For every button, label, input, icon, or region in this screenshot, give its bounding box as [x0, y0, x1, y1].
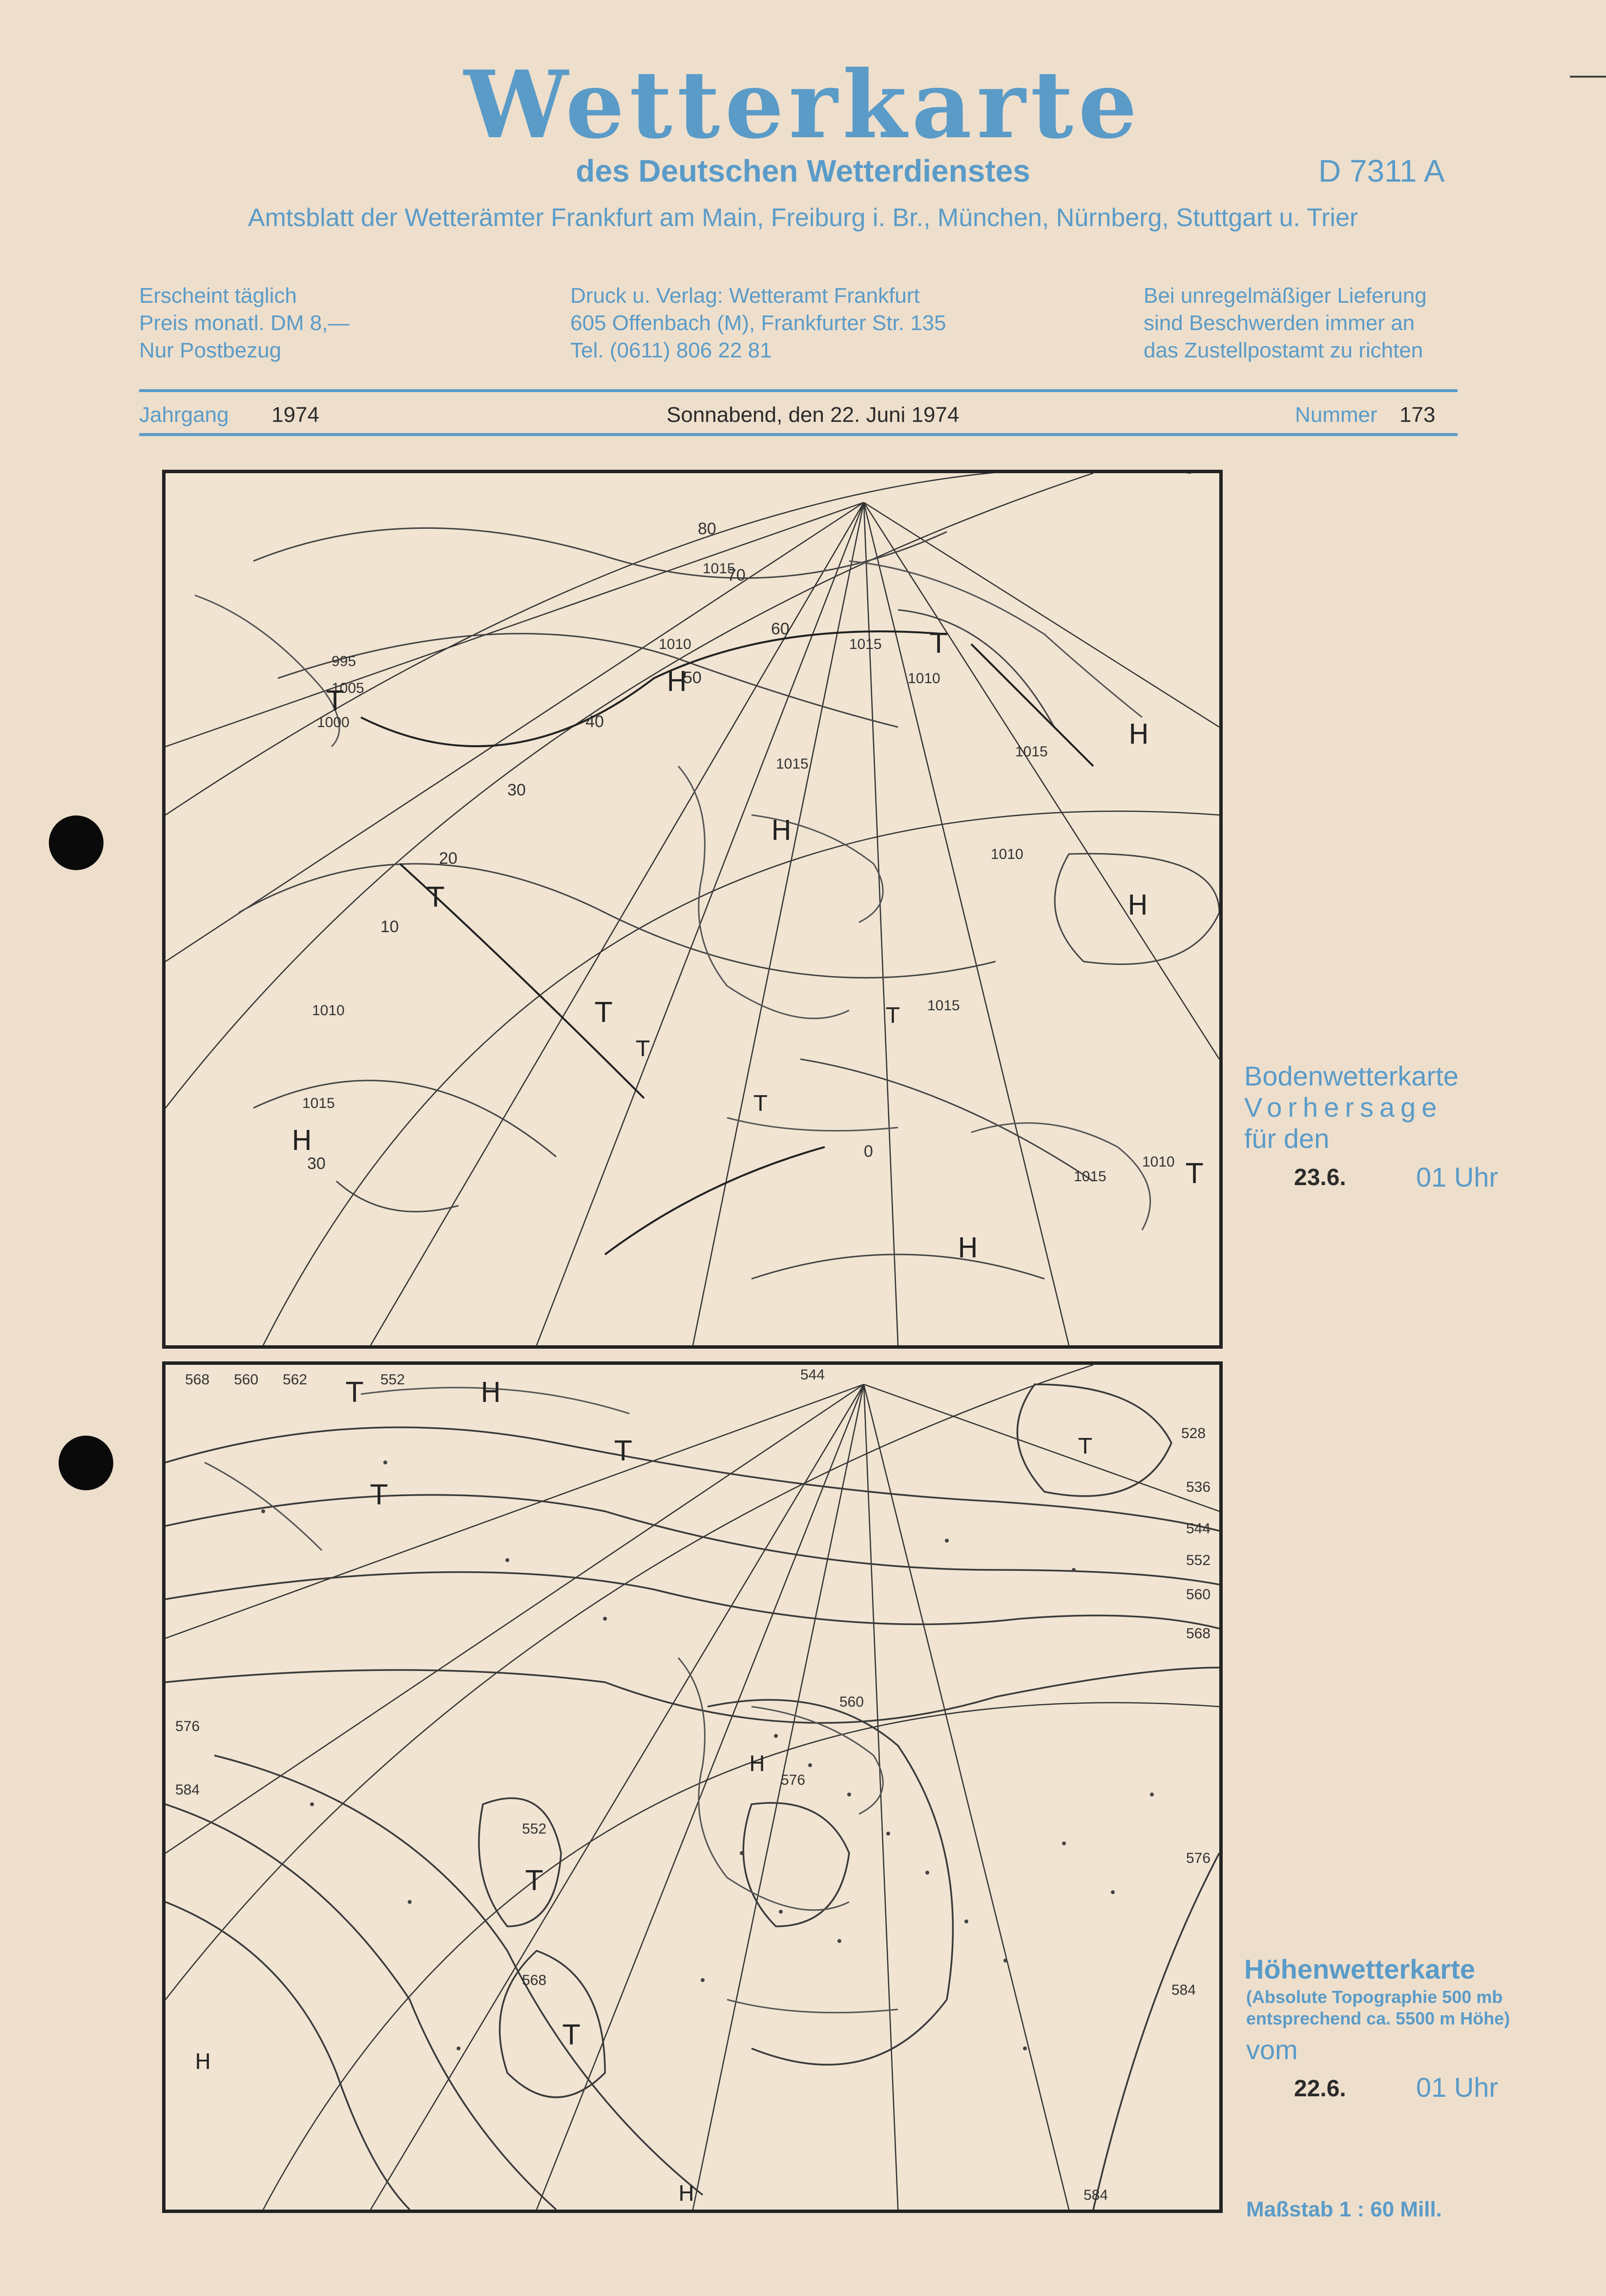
low-pressure-marker: T	[930, 628, 947, 660]
height-label: 544	[800, 1367, 825, 1383]
caption-for: für den	[1244, 1123, 1330, 1154]
height-label: 576	[1186, 1850, 1211, 1866]
isobar-label: 1010	[659, 636, 691, 652]
low-pressure-marker: T	[1186, 1158, 1203, 1190]
lat-label: 50	[683, 668, 702, 687]
height-label: 544	[1186, 1521, 1211, 1537]
issue-code: D 7311 A	[1318, 153, 1445, 188]
high-pressure-marker: H	[480, 1377, 501, 1409]
low-pressure-marker: T	[346, 1377, 363, 1409]
upper-map-time: 01 Uhr	[1416, 2072, 1499, 2103]
isobar-label: 1010	[312, 1002, 345, 1019]
punch-hole	[49, 815, 104, 870]
high-pressure-marker: H	[958, 1232, 979, 1264]
jahrgang-label: Jahrgang	[139, 403, 229, 427]
caption-title: Bodenwetterkarte	[1244, 1061, 1459, 1091]
map-graticule	[166, 473, 1219, 1345]
lat-label: 40	[585, 712, 604, 731]
map-scale: Maßstab 1 : 60 Mill.	[1246, 2197, 1442, 2221]
lat-label: 0	[864, 1142, 873, 1161]
low-pressure-marker: T	[1079, 1434, 1092, 1459]
isobar-label: 1000	[317, 714, 350, 731]
high-pressure-marker: H	[292, 1125, 313, 1157]
height-label: 568	[1186, 1626, 1211, 1642]
masthead-subtitle: des Deutschen Wetterdienstes	[576, 153, 1030, 188]
height-label: 576	[175, 1718, 200, 1734]
high-pressure-marker: H	[678, 2181, 695, 2206]
coastlines	[205, 1388, 898, 2013]
height-contours	[166, 1384, 1219, 2210]
height-label: 528	[1181, 1425, 1206, 1441]
jahrgang-value: 1974	[271, 403, 319, 427]
isobar-label: 995	[332, 653, 356, 669]
map-graticule	[166, 1365, 1219, 2210]
height-label: 562	[283, 1372, 308, 1388]
low-pressure-marker: T	[563, 2020, 580, 2051]
lat-label: 30	[307, 1154, 326, 1173]
amtsblatt-line: Amtsblatt der Wetterämter Frankfurt am Main, Freiburg i. Br., München, Nürnberg, Stuttgart u. Trier	[248, 204, 1358, 232]
info-right-line: Bei unregelmäßiger Lieferung	[1144, 284, 1427, 308]
lat-label: 70	[727, 566, 746, 584]
surface-map-caption	[1244, 1061, 1459, 1154]
punch-hole	[59, 1436, 113, 1490]
high-pressure-marker: H	[771, 815, 792, 847]
low-pressure-marker: T	[371, 1480, 388, 1511]
upper-map-drawing	[166, 1365, 1219, 2210]
isobar-label: 1015	[302, 1095, 335, 1111]
height-label: 536	[1186, 1479, 1211, 1495]
caption-sub-line: (Absolute Topographie 500 mb	[1246, 1987, 1503, 2007]
nummer-value: 173	[1399, 403, 1436, 427]
isobar-label: 1015	[703, 561, 735, 577]
height-label: 560	[234, 1372, 259, 1388]
isobar-label: 1015	[849, 636, 882, 652]
lat-label: 30	[507, 781, 526, 799]
lat-label: 10	[380, 918, 399, 936]
height-label: 552	[380, 1372, 405, 1388]
lat-label: 20	[439, 849, 458, 868]
isobar-label: 1015	[1074, 1169, 1106, 1185]
high-pressure-marker: H	[667, 666, 688, 698]
height-label: 560	[1186, 1586, 1211, 1603]
upper-map-date: 22.6.	[1294, 2076, 1346, 2102]
surface-map-date: 23.6.	[1294, 1165, 1346, 1190]
header-rule-bottom	[139, 433, 1458, 436]
surface-weather-map	[162, 470, 1223, 1349]
info-right-line: sind Beschwerden immer an	[1144, 311, 1415, 335]
isobar-label: 1005	[332, 680, 364, 696]
low-pressure-marker: T	[327, 686, 344, 717]
high-pressure-marker: H	[1128, 719, 1149, 751]
isobar-label: 1015	[927, 998, 960, 1014]
isobar-label: 1010	[991, 846, 1023, 862]
publisher-info	[570, 282, 946, 364]
caption-forecast: Vorhersage	[1244, 1092, 1443, 1123]
info-center-line: Tel. (0611) 806 22 81	[570, 338, 772, 362]
issue-date: Sonnabend, den 22. Juni 1974	[667, 403, 959, 427]
caption-sub-line: entsprechend ca. 5500 m Höhe)	[1246, 2008, 1510, 2028]
masthead-title: Wetterkarte	[464, 50, 1142, 159]
info-left-line: Nur Postbezug	[139, 338, 282, 362]
info-center-line: Druck u. Verlag: Wetteramt Frankfurt	[570, 284, 920, 308]
low-pressure-marker: T	[615, 1436, 632, 1467]
isobar-label: 1015	[776, 756, 809, 772]
height-label: 584	[175, 1782, 200, 1798]
info-center-line: 605 Offenbach (M), Frankfurter Str. 135	[570, 311, 946, 335]
nummer-label: Nummer	[1295, 403, 1377, 427]
low-pressure-marker: T	[886, 1003, 899, 1028]
isobar-label: 1010	[908, 670, 940, 687]
subscription-info	[139, 282, 349, 364]
high-pressure-marker: H	[749, 1752, 766, 1776]
height-label: 584	[1084, 2187, 1108, 2203]
height-label: 576	[781, 1772, 806, 1788]
header-rule-top	[139, 389, 1458, 392]
low-pressure-marker: T	[427, 882, 444, 914]
isobar-label: 1010	[1142, 1154, 1175, 1170]
height-label: 584	[1171, 1982, 1196, 1998]
low-pressure-marker: T	[526, 1865, 543, 1897]
high-pressure-marker: H	[195, 2049, 211, 2074]
high-pressure-marker: H	[1127, 890, 1148, 921]
low-pressure-marker: T	[754, 1091, 767, 1116]
height-label: 568	[185, 1372, 210, 1388]
info-left-line: Erscheint täglich	[139, 284, 297, 308]
height-label: 560	[839, 1694, 864, 1710]
lat-label: 80	[698, 520, 716, 538]
surface-map-drawing	[166, 473, 1219, 1345]
info-right-line: das Zustellpostamt zu richten	[1144, 338, 1423, 362]
upper-map-caption-vom: vom	[1246, 2034, 1298, 2065]
isobar-label: 1015	[1015, 744, 1048, 760]
upper-map-caption-subtitle	[1246, 1986, 1510, 2029]
surface-map-time: 01 Uhr	[1416, 1162, 1499, 1192]
lat-label: 60	[771, 620, 790, 638]
height-label: 552	[522, 1821, 547, 1837]
info-left-line: Preis monatl. DM 8,—	[139, 311, 350, 335]
height-label: 552	[1186, 1552, 1211, 1568]
low-pressure-marker: T	[636, 1037, 649, 1062]
complaint-info	[1144, 282, 1427, 364]
height-label: 568	[522, 1972, 547, 1988]
upper-air-map	[162, 1361, 1223, 2213]
low-pressure-marker: T	[595, 997, 612, 1029]
upper-map-caption-title: Höhenwetterkarte	[1244, 1954, 1476, 1984]
